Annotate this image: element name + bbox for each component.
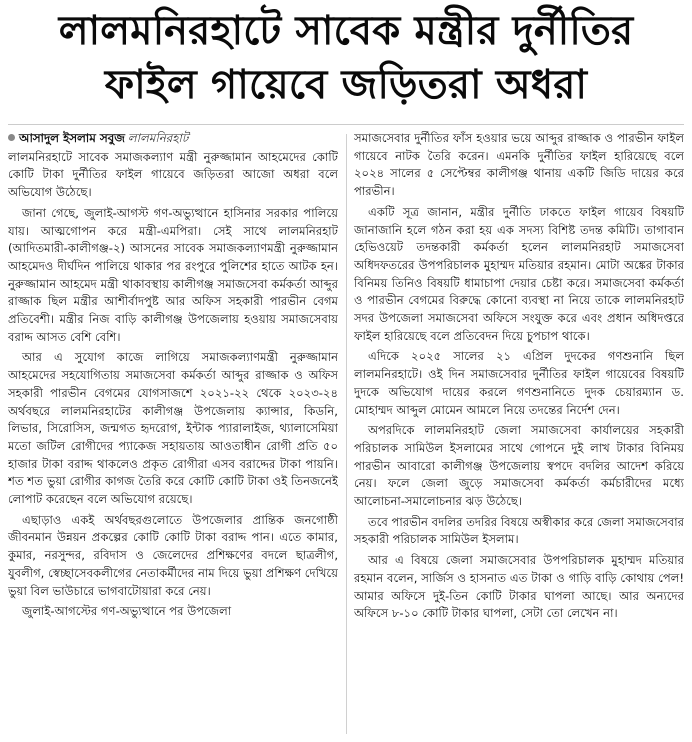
paragraph: সমাজসেবার দুর্নীতির ফাঁস হওয়ার ভয়ে আব্দুর রাজ্জাক ও পারভীন ফাইল গায়েবে নাটক তৈরি করেন। এমনকি দুর্নীতির ফাইল হারিয়েছে বলে ২০২৪ সালের ৫ সেপ্টেম্বর কালীগঞ্জ থানায় একটি জিডি দায়ের করে পারভীন।: [354, 131, 684, 199]
article-body: [8, 130, 684, 738]
paragraph: এছাড়াও একই অর্থবছরগুলোতে উপজেলার প্রান্তিক জনগোষ্ঠী জীবনমান উন্নয়ন প্রকল্পের কোটি কোটি টাকা বরাদ্দ পান। এতে কামার, কুমার, নরসুন্দর, রবিদাস ও জেলেদের প্রশিক্ষণের বদলে ছাত্রলীগ, যুবলীগ, স্বেচ্ছাসেবকলীগের নেতাকর্মীদের নাম দিয়ে ভুয়া প্রশিক্ষণ দেখিয়ে ভুয়া বিল ভাউচারে ভাগবাটোয়ারা করে নেয়।: [8, 512, 338, 598]
paragraph: জুলাই-আগস্টের গণ-অভ্যুত্থানে পর উপজেলা: [22, 604, 232, 619]
byline: [8, 130, 338, 148]
paragraph: লালমনিরহাটে সাবেক সমাজকল্যাণ মন্ত্রী নুরুজ্জামান আহমেদের কোটি কোটি টাকা দুর্নীতির ফাইল গায়েবে জড়িতরা আজো অধরা বলে অভিযোগ উঠেছে।: [8, 149, 338, 200]
article-column-right: [354, 130, 684, 738]
headline-divider: [8, 124, 684, 125]
bullet-dot-icon: [8, 134, 15, 141]
paragraph: আর এ সুযোগ কাজে লাগিয়ে সমাজকল্যাণমন্ত্রী নুরুজ্জামান আহমেদের সহযোগিতায় সমাজসেবা কর্মকর্তা আব্দুর রাজ্জাক ও অফিস সহকারী পারভীন বেগমের যোগসাজশে ২০২১-২২ থেকে ২০২৩-২৪ অর্থবছরে লালমনিরহাটের কালীগঞ্জ উপজেলায় ক্যান্সার, কিডনি, লিভার, সিরোসিস, জন্মগত হৃদরোগ, ইন্টাক প্যারালাইজ, থ্যালাসেমিয়া মতো জটিল রোগীদের প্যাকেজ সহায়তায় আওতাধীন রোগী প্রতি ৫০ হাজার টাকা বরাদ্দ থাকলেও প্রকৃত রোগীরা এসব বরাদ্দের টাকা পায়নি। শত শত ভুয়া রোগীর কাগজ তৈরি করে কোটি কোটি টাকা ওই তিনজনেই লোপাট করেছেন বলে অভিযোগ রয়েছে।: [8, 350, 338, 507]
paragraph: একটি সূত্র জানান, মন্ত্রীর দুর্নীতি ঢাকতে ফাইল গায়েব বিষয়টি জানাজানি হলে গঠন করা হয় এক সদস্য বিশিষ্ট তদন্ত কমিটি। তাগাবান হেভিওয়েট তদন্তকারী কর্মকর্তা হলেন লালমনিরহাট সমাজসেবা অধিদফতরের উপপরিচালক মুহাম্মদ মতিয়ার রহমান। মোটা অঙ্কের টাকার বিনিময় তিনিও বিষয়টি ধামাচাপা দেয়ার চেষ্টা করে। সমাজসেবা কর্মকর্তা ও পারভীন বেগমের বিরুদ্ধে কোনো ব্যবস্থা না নিয়ে তাকে লালমনিরহাট সদর উপজেলা সমাজসেবা অফিসে সংযুক্ত করে এবং প্রধান অধিদপ্তরে ফাইল হারিয়েছে বলে প্রতিবেদন দিয়ে চুপচাপ থাকে।: [354, 204, 684, 343]
paragraph: এদিকে ২০২৫ সালের ২১ এপ্রিল দুদকের গণশুনানি ছিল লালমনিরহাটে। ওই দিন সমাজসেবার দুর্নীতির ফাইল গায়েবের বিষয়টি দুদকে অভিযোগ দায়ের করলে গণশুনানিতে দুদক চেয়ারম্যান ড. মোহাম্মদ আব্দুল মোমেন আমলে নিয়ে তদন্তের নির্দেশ দেন।: [354, 349, 684, 417]
paragraph: জানা গেছে, জুলাই-আগস্ট গণ-অভ্যুত্থানে হাসিনার সরকার পালিয়ে যায়। আত্মগোপন করে মন্ত্রী-এমপিরা। সেই সাথে লালমনিরহাট (আদিতমারী-কালীগঞ্জ-২) আসনের সাবেক সমাজকল্যাণমন্ত্রী নুরুজ্জামান আহমেদও দীর্ঘদিন পালিয়ে থাকার পর রংপুরে পুলিশের হাতে আটক হন। নুরুজ্জামান আহমেদ মন্ত্রী থাকাবস্থায় কালীগঞ্জ সমাজসেবা কর্মকর্তা আব্দুর রাজ্জাক ছিল মন্ত্রীর আশীর্বাদপুষ্ট আর অফিস সহকারী পারভীন বেগম প্রতিবেশী। মন্ত্রীর নিজ বাড়ি কালীগঞ্জ উপজেলায় হওয়ায় সমাজসেবায় বরাদ্দ আসত বেশি বেশি।: [8, 205, 338, 344]
headline-line-2: ফাইল গায়েবে জড়িতরা অধরা: [104, 62, 588, 108]
paragraph: অপরদিকে লালমনিরহাট জেলা সমাজসেবা কার্যালয়ের সহকারী পরিচালক সামিউল ইসলামের সাথে গোপনে দুই লাখ টাকার বিনিময় পারভীন আবারো কালীগঞ্জ উপজেলায় স্বপদে বদলির আদেশ করিয়ে নেয়। ফলে জেলা জুড়ে সমাজসেবা কর্মকর্তা কর্মচারীদের মধ্যে আলোচনা-সমালোচনার ঝড় উঠেছে।: [354, 423, 684, 509]
article-column-left: [8, 130, 338, 738]
paragraph: তবে পারভীন বদলির তদরির বিষয়ে অস্বীকার করে জেলা সমাজসেবার সহকারী পরিচালক সামিউল ইসলাম।: [354, 514, 684, 547]
headline: [8, 4, 684, 112]
paragraph: আর এ বিষয়ে জেলা সমাজসেবার উপপরিচালক মুহাম্মদ মতিয়ার রহমান বলেন, সার্জিস ও হাসনাত এত টাকা ও গাড়ি বাড়ি কোথায় পেল! আমার অফিসে দুই-তিন কোটি টাকার ঘাপলা আছে। আর অন্যদের অফিসে ৮-১০ কোটি টাকার ঘাপলা, সেটা তো লেখেন না।: [354, 553, 684, 621]
headline-line-1: লালমনিরহাটে সাবেক মন্ত্রীর দুর্নীতির: [58, 8, 634, 54]
column-divider: [346, 134, 347, 734]
byline-author: আসাদুল ইসলাম সবুজ: [19, 131, 125, 145]
byline-place: লালমনিরহাট: [127, 131, 189, 145]
